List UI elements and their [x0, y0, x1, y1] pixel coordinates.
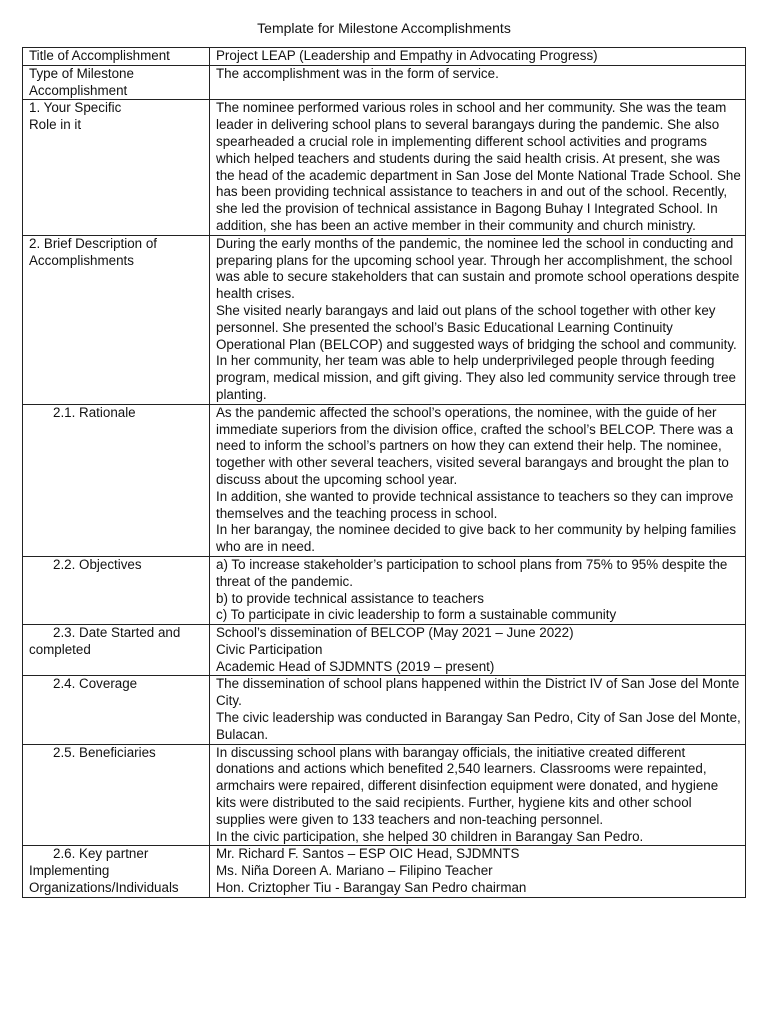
row-value-cell: [210, 404, 746, 556]
table-row: [23, 235, 746, 404]
row-paragraph: The nominee performed various roles in school and her community. She was the team leader in delivering school plans to several barangays during the pandemic. She also spearheaded a crucial role in implementing different school activities and programs which helped teachers and students during the said health crisis. At present, she was the head of the academic department in San Jose del Monte National Trade School. She has been providing technical assistance to teachers in and out of the school. Recently, she led the provision of technical assistance in Bagong Buhay I Integrated School. In addition, she has been an active member in their community and church ministry.: [216, 100, 741, 233]
row-paragraph: As the pandemic affected the school’s operations, the nominee, with the guide of her immediate superiors from the division office, crafted the school’s BELCOP. There was a need to inform the school’s partners on how they can extend their help. The nominee, together with other several teachers, visited several barangays and brought the plan to discuss about the upcoming school year.: [216, 404, 734, 487]
row-paragraph: Mr. Richard F. Santos – ESP OIC Head, SJDMNTS: [216, 846, 520, 862]
row-paragraph: During the early months of the pandemic, the nominee led the school in conducting and preparing plans for the upcoming school year. Through her accomplishment, the school was able to secure stakeholders that can sustain and promote school operations despite health crises.: [216, 235, 740, 302]
row-label: completed: [29, 641, 91, 657]
row-label-cell: [23, 846, 210, 897]
row-paragraph: Civic Participation: [216, 641, 323, 657]
row-label-cell: [23, 48, 210, 66]
milestone-table-body: [23, 48, 746, 898]
row-paragraph: In discussing school plans with barangay officials, the initiative created different donations and actions which benefited 2,540 learners. Classrooms were repainted, armchairs were repaired, different disinfection equipment were donated, and hygiene kits were distributed to the said recipients. Further, hygiene kits and other school supplies were given to 133 teachers and non-teaching personnel.: [216, 744, 719, 827]
row-label: Role in it: [29, 117, 82, 133]
row-paragraph: In the civic participation, she helped 30 children in Barangay San Pedro.: [216, 828, 644, 844]
row-value-cell: [210, 65, 746, 100]
row-label-cell: [23, 676, 210, 744]
row-value-cell: [210, 48, 746, 66]
table-row: [23, 846, 746, 897]
row-paragraph: In her barangay, the nominee decided to give back to her community by helping families who are in need.: [216, 522, 737, 555]
row-label: 2.1. Rationale: [53, 404, 136, 420]
row-label-cell: [23, 404, 210, 556]
table-row: [23, 48, 746, 66]
row-label: 1. Your Specific: [29, 100, 122, 116]
row-paragraph: The civic leadership was conducted in Barangay San Pedro, City of San Jose del Monte, Bulacan.: [216, 710, 741, 742]
table-row: [23, 65, 746, 100]
row-value-cell: [210, 676, 746, 744]
milestone-table: [22, 47, 746, 898]
row-label: 2.6. Key partner: [53, 846, 149, 862]
row-value-cell: [210, 744, 746, 846]
table-row: [23, 556, 746, 624]
table-row: [23, 676, 746, 744]
row-paragraph: The dissemination of school plans happened within the District IV of San Jose del Monte City.: [216, 676, 740, 709]
row-paragraph: Ms. Niña Doreen A. Mariano – Filipino Teacher: [216, 863, 493, 879]
row-label: 2.4. Coverage: [53, 676, 138, 692]
row-label-cell: [23, 235, 210, 404]
row-paragraph: School’s dissemination of BELCOP (May 2021 – June 2022): [216, 625, 574, 641]
row-value-cell: [210, 100, 746, 235]
row-paragraph: Project LEAP (Leadership and Empathy in Advocating Progress): [216, 48, 598, 63]
table-row: [23, 625, 746, 676]
row-paragraph: b) to provide technical assistance to teachers: [216, 590, 484, 606]
row-label: 2.5. Beneficiaries: [53, 744, 156, 760]
row-value-cell: [210, 235, 746, 404]
row-paragraph: In addition, she wanted to provide technical assistance to teachers so they can improve themselves and the teaching process in school.: [216, 488, 734, 521]
row-label: 2.3. Date Started and: [53, 625, 181, 641]
row-value-cell: [210, 556, 746, 624]
row-paragraph: Hon. Criztopher Tiu - Barangay San Pedro chairman: [216, 880, 527, 896]
table-row: [23, 100, 746, 235]
row-paragraph: c) To participate in civic leadership to form a sustainable community: [216, 607, 617, 623]
table-row: [23, 744, 746, 846]
row-label: Implementing: [29, 863, 110, 879]
row-paragraph: a) To increase stakeholder’s participation to school plans from 75% to 95% despite the threat of the pandemic.: [216, 556, 728, 589]
table-row: [23, 404, 746, 556]
row-paragraph: The accomplishment was in the form of service.: [216, 65, 499, 81]
row-label: Accomplishment: [29, 82, 128, 98]
row-label-cell: [23, 556, 210, 624]
row-label-cell: [23, 625, 210, 676]
row-label-cell: [23, 744, 210, 846]
row-label: Accomplishments: [29, 252, 134, 268]
row-label: Type of Milestone: [29, 65, 134, 81]
row-label: 2.2. Objectives: [53, 556, 142, 572]
row-label-cell: [23, 65, 210, 100]
row-paragraph: She visited nearly barangays and laid out plans of the school together with other key personnel. She presented the school’s Basic Educational Learning Continuity Operational Plan (BELCOP) and suggested ways of bridging the school and community.: [216, 302, 737, 352]
row-value-cell: [210, 846, 746, 897]
row-label: 2. Brief Description of: [29, 235, 158, 251]
row-paragraph: Academic Head of SJDMNTS (2019 – present): [216, 658, 495, 674]
row-label: Title of Accomplishment: [29, 48, 170, 63]
row-label: Organizations/Individuals: [29, 880, 179, 896]
page-title: Template for Milestone Accomplishments: [257, 20, 511, 36]
row-value-cell: [210, 625, 746, 676]
row-label-cell: [23, 100, 210, 235]
row-paragraph: In her community, her team was able to help underprivileged people through feeding program, medical mission, and gift giving. They also led community service through tree planting.: [216, 353, 736, 402]
